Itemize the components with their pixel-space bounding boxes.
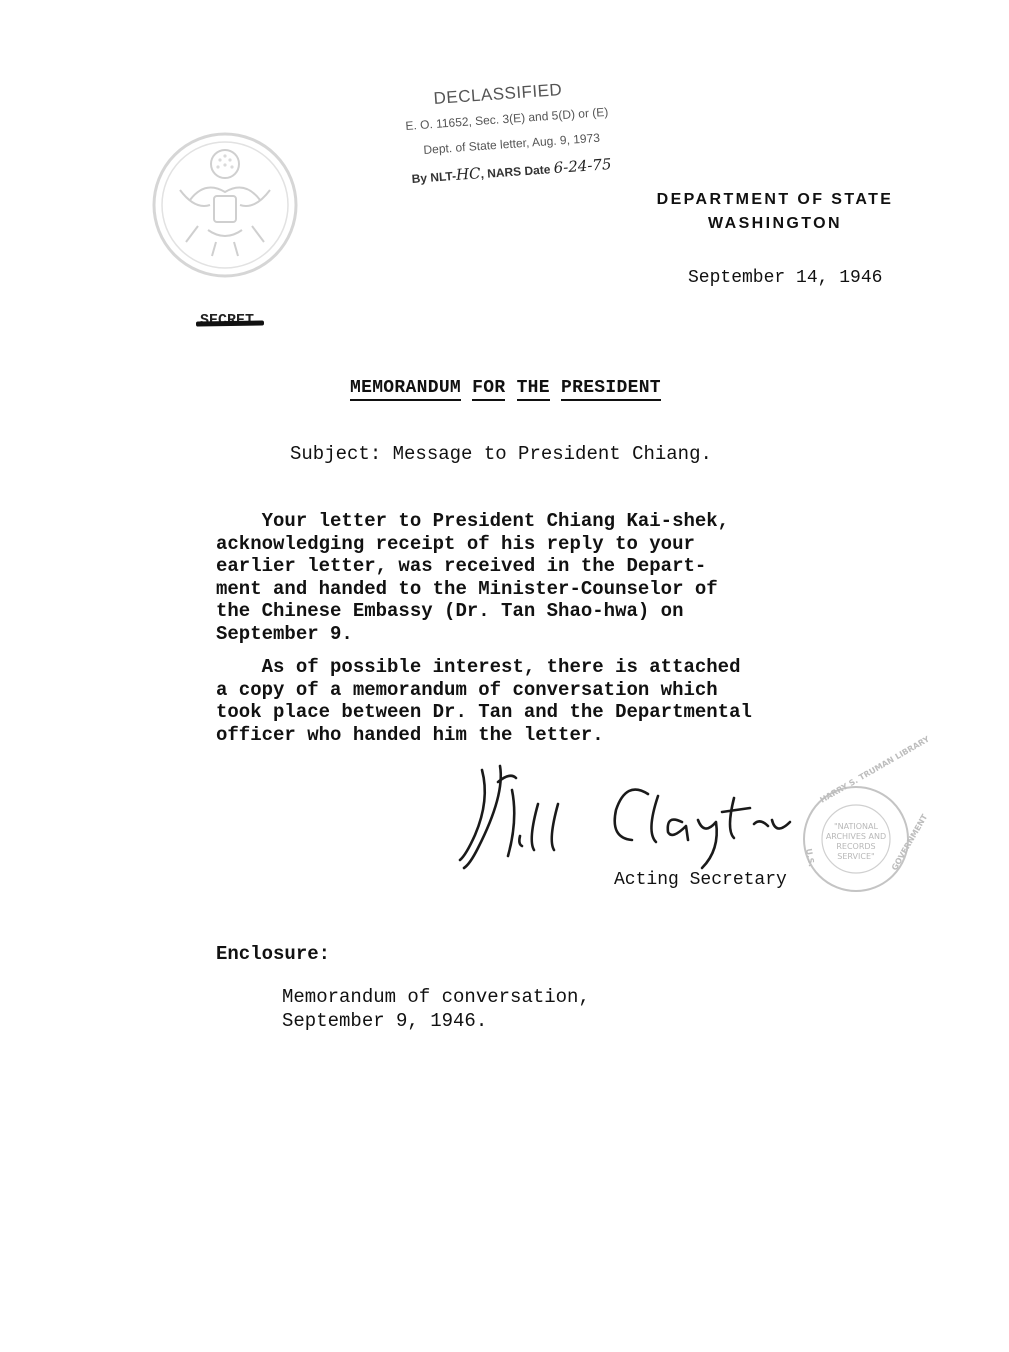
- stamp-nars-date-label: , NARS Date: [480, 162, 551, 182]
- memo-title-word-1: MEMORANDUM: [350, 378, 461, 401]
- stamp-authority: E. O. 11652, Sec. 3(E) and 5(D) or (E): [405, 104, 609, 133]
- stamp-letter: Dept. of State letter, Aug. 9, 1973: [423, 130, 601, 157]
- archives-seal-stamp: [800, 734, 932, 895]
- classification-marking: [200, 312, 254, 329]
- svg-text:U.S.: U.S.: [804, 847, 817, 868]
- stamp-date: 6-24-75: [553, 155, 613, 178]
- stamp-by-prefix: By NLT-: [411, 168, 457, 186]
- enclosure-text: Memorandum of conversation, September 9, 1946.: [282, 986, 590, 1032]
- svg-text:RECORDS: RECORDS: [836, 842, 876, 851]
- handwritten-signature: [420, 760, 840, 880]
- subject-line: [290, 443, 712, 465]
- declassified-stamp: [405, 80, 685, 195]
- svg-text:HARRY S. TRUMAN LIBRARY: HARRY S. TRUMAN LIBRARY: [818, 734, 932, 805]
- svg-text:"NATIONAL: "NATIONAL: [834, 822, 878, 831]
- body-paragraph-1: Your letter to President Chiang Kai-shek, acknowledging receipt of his reply to your earlier letter, was received in the Depart- ment and handed to the Minister-Counselor of the Chinese Embassy (Dr. Tan Shao-hwa) on September 9.: [216, 510, 730, 645]
- letter-date: September 14, 1946: [688, 268, 883, 288]
- svg-text:ARCHIVES AND: ARCHIVES AND: [825, 832, 887, 841]
- signature-title: Acting Secretary: [614, 870, 787, 890]
- stamp-initials: HC: [455, 164, 482, 184]
- letterhead: [640, 188, 910, 236]
- svg-text:GOVERNMENT: GOVERNMENT: [889, 812, 930, 872]
- memo-title-word-3: THE: [517, 378, 550, 401]
- letterhead-city: WASHINGTON: [708, 215, 842, 232]
- svg-text:SERVICE": SERVICE": [837, 852, 875, 861]
- memo-title-word-4: PRESIDENT: [561, 378, 661, 401]
- letterhead-department: DEPARTMENT OF STATE: [656, 191, 894, 208]
- memo-title: [350, 378, 661, 398]
- great-seal-emboss: [150, 130, 300, 280]
- stamp-by-line: [411, 155, 612, 187]
- memo-title-word-2: FOR: [472, 378, 505, 401]
- subject-label: Subject:: [290, 443, 382, 465]
- stamp-title: DECLASSIFIED: [433, 80, 563, 108]
- enclosure-label: Enclosure:: [216, 943, 331, 965]
- subject-text: Message to President Chiang.: [392, 443, 712, 465]
- body-paragraph-2: As of possible interest, there is attached a copy of a memorandum of conversation which took place between Dr. Tan and the Departmental officer who handed him the letter.: [216, 656, 752, 746]
